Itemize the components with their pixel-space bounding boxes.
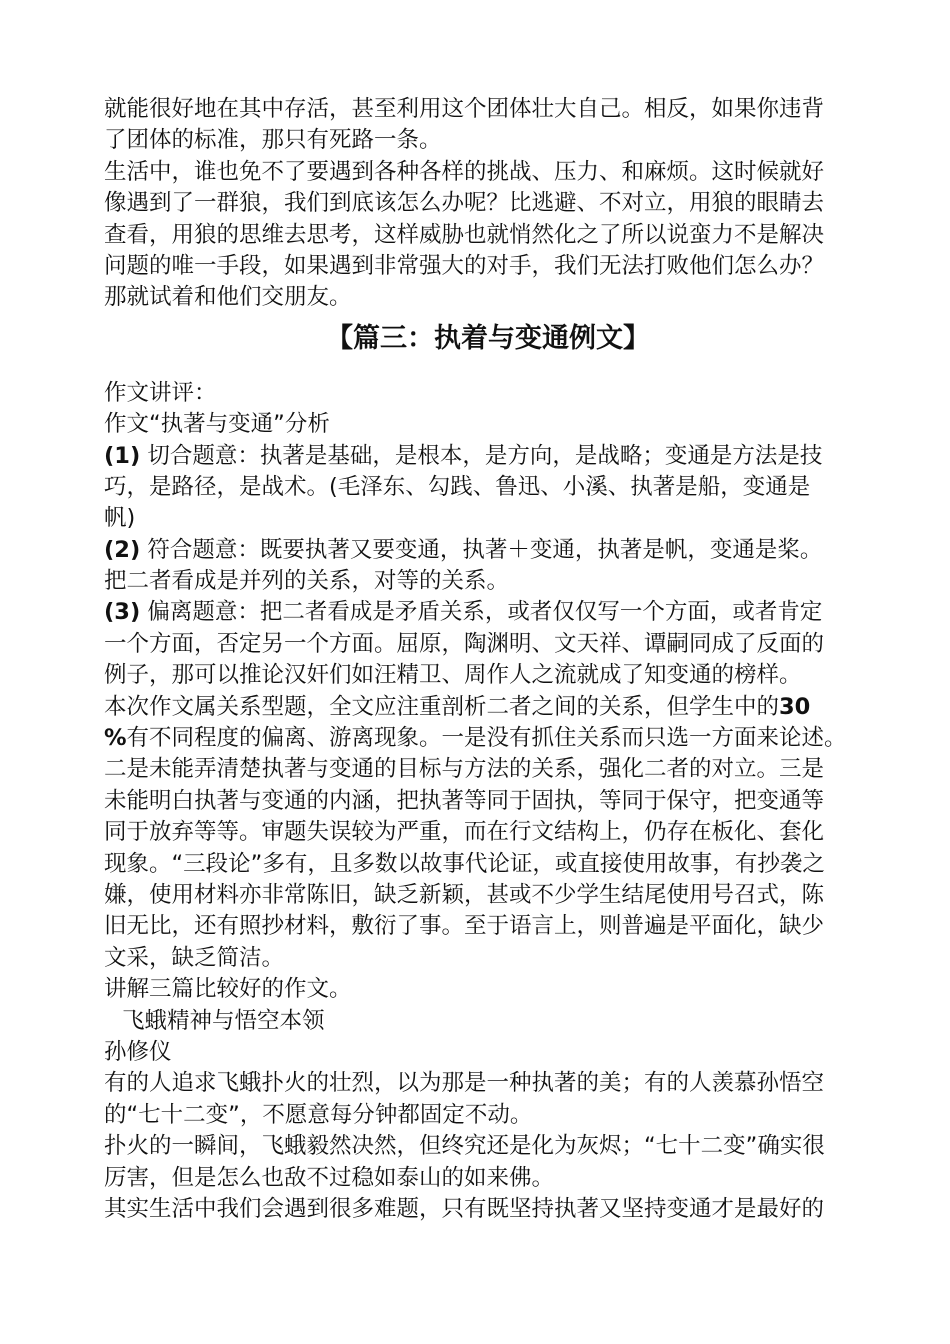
point-1-line: 巧，是路径，是战术。(毛泽东、勾践、鲁迅、小溪、执著是船，变通是 xyxy=(104,473,811,500)
summary-line: 旧无比，还有照抄材料，敷衍了事。至于语言上，则普遍是平面化，缺少 xyxy=(104,913,825,940)
summary-number: 30 xyxy=(779,693,811,720)
point-2-number: (2) xyxy=(104,536,141,563)
analysis-title: 作文“执著与变通”分析 xyxy=(104,411,330,438)
point-3-line xyxy=(104,597,864,628)
essay-line: 的“七十二变”，不愿意每分钟都固定不动。 xyxy=(104,1101,533,1128)
essay-line: 其实生活中我们会遇到很多难题，只有既坚持执著又坚持变通才是最好的 xyxy=(104,1195,825,1222)
essay-author: 孙修仪 xyxy=(104,1038,172,1065)
point-3-line: 例子，那可以推论汉奸们如汪精卫、周作人之流就成了知变通的榜样。 xyxy=(104,662,802,689)
summary-line: 同于放弃等等。审题失误较为严重，而在行文结构上，仍存在板化、套化 xyxy=(104,819,825,846)
summary-line xyxy=(104,723,864,754)
summary-line: 未能明白执著与变通的内涵，把执著等同于固执，等同于保守，把变通等 xyxy=(104,787,825,814)
essay-line: 扑火的一瞬间，飞蛾毅然决然，但终究还是化为灰烬；“七十二变”确实很 xyxy=(104,1133,825,1160)
point-2-text: 符合题意：既要执著又要变通，执著＋变通，执著是帆，变通是桨。 xyxy=(140,536,823,563)
point-3-line: 一个方面，否定另一个方面。屈原，陶渊明、文天祥、谭嗣同成了反面的 xyxy=(104,630,825,657)
summary-line: 文采，缺乏简洁。 xyxy=(104,944,285,971)
body-line: 了团体的标准，那只有死路一条。 xyxy=(104,127,442,154)
body-line: 就能很好地在其中存活，甚至利用这个团体壮大自己。相反，如果你违背 xyxy=(104,96,825,122)
document-body xyxy=(104,94,864,1225)
point-1-number: (1) xyxy=(104,442,141,469)
point-3-text: 偏离题意：把二者看成是矛盾关系，或者仅仅写一个方面，或者肯定 xyxy=(140,599,823,626)
point-1-line xyxy=(104,441,864,472)
body-line: 查看，用狼的思维去思考，这样威胁也就悄然化之了所以说蛮力不是解决 xyxy=(104,221,825,248)
summary-text: 有不同程度的偏离、游离现象。一是没有抓住关系而只选一方面来论述。 xyxy=(126,725,847,752)
summary-text: 本次作文属关系型题，全文应注重剖析二者之间的关系，但学生中的 xyxy=(104,693,780,720)
point-3-number: (3) xyxy=(104,599,141,626)
essay-line: 有的人追求飞蛾扑火的壮烈，以为那是一种执著的美；有的人羡慕孙悟空 xyxy=(104,1070,825,1097)
body-line: 问题的唯一手段，如果遇到非常强大的对手，我们无法打败他们怎么办？ xyxy=(104,252,825,279)
essay-title: 飞蛾精神与悟空本领 xyxy=(122,1007,325,1034)
intro-line: 讲解三篇比较好的作文。 xyxy=(104,976,352,1003)
summary-line: 二是未能弄清楚执著与变通的目标与方法的关系，强化二者的对立。三是 xyxy=(104,756,825,783)
summary-line xyxy=(104,692,864,723)
summary-line: 嫌，使用材料亦非常陈旧，缺乏新颖，甚或不少学生结尾使用号召式，陈 xyxy=(104,881,825,908)
point-1-text: 切合题意：执著是基础，是根本，是方向，是战略；变通是方法是技 xyxy=(140,442,823,469)
point-2-line: 把二者看成是并列的关系，对等的关系。 xyxy=(104,568,510,595)
summary-percent: % xyxy=(104,725,127,752)
review-label: 作文讲评： xyxy=(104,379,217,406)
essay-line: 厉害，但是怎么也敌不过稳如泰山的如来佛。 xyxy=(104,1164,555,1191)
point-1-line: 帆) xyxy=(104,505,136,532)
body-line: 生活中，谁也免不了要遇到各种各样的挑战、压力、和麻烦。这时候就好 xyxy=(104,158,825,185)
summary-line: 现象。“三段论”多有，且多数以故事代论证，或直接使用故事，有抄袭之 xyxy=(104,850,825,877)
body-line: 那就试着和他们交朋友。 xyxy=(104,284,352,311)
point-2-line xyxy=(104,535,864,566)
body-line: 像遇到了一群狼，我们到底该怎么办呢？比逃避、不对立，用狼的眼睛去 xyxy=(104,190,825,217)
section-heading: 【篇三：执着与变通例文】 xyxy=(326,322,650,354)
